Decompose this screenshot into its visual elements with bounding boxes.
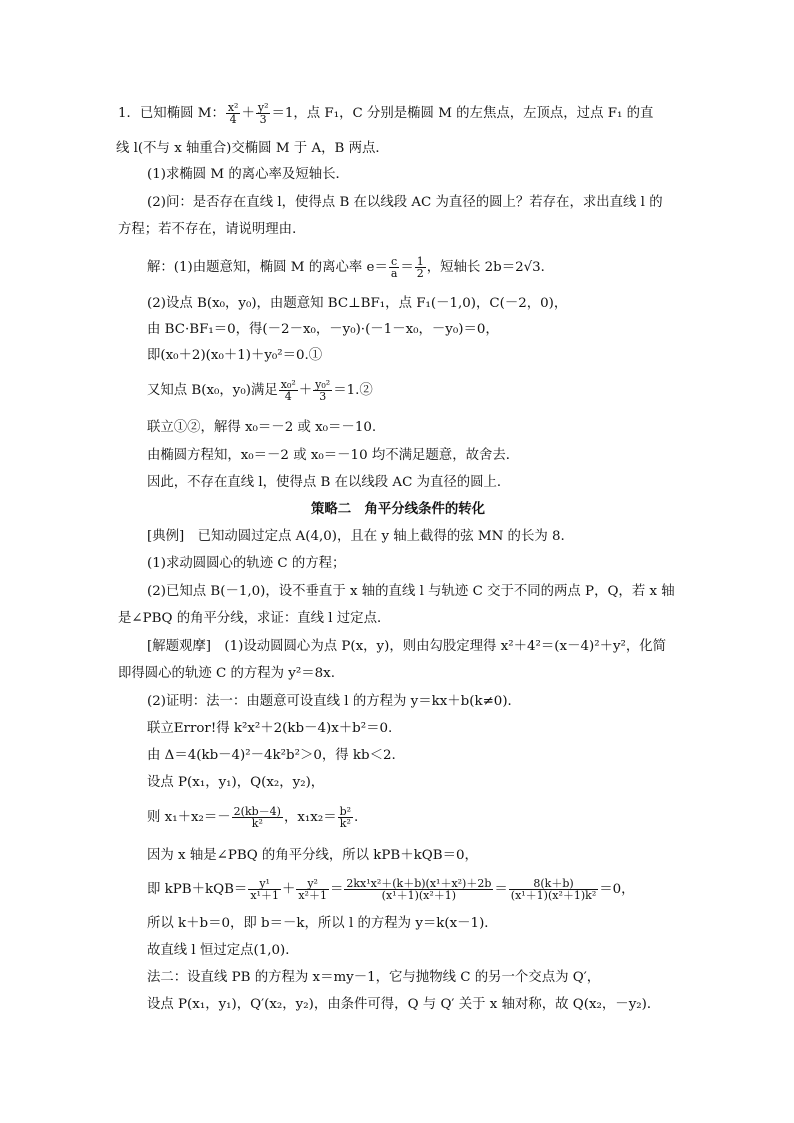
analysis-line-6: 设点 P(x₁，y₁)，Q(x₂，y₂)， — [147, 775, 325, 790]
fraction: $\frac{8(k+b)}{\text{(x¹＋1)(x²＋1)k²}}$ — [510, 877, 597, 902]
solution-line-1: 解：(1)由题意知，椭圆 M 的离心率 e＝ $\frac{c}{a}$ ＝ $\frac{1}{2}$ ，短轴长 2b＝2√3． — [147, 255, 555, 280]
question-2: (2)问：是否存在直线 l，使得点 B 在以线段 AC 为直径的圆上？若存在，求出直线 l 的 — [147, 195, 663, 210]
fraction: $\frac{\text{x₀²}}{4}$ — [280, 378, 296, 403]
problem-line-1: 1．已知椭圆 M： $\frac{\text{x²}}{4}$ ＋ $\frac{\text{y²}}{3}$ ＝1，点 F₁，C 分别是椭圆 M 的左焦点，左顶点，过点 F₁ 的直 — [118, 101, 654, 126]
problem-line-2: 线 l(不与 x 轴重合)交椭圆 M 于 A，B 两点． — [116, 141, 389, 156]
solution-line-2: (2)设点 B(x₀，y₀)，由题意知 BC⊥BF₁，点 F₁(－1,0)，C(－2，0)， — [147, 296, 568, 311]
section-heading: 策略二 角平分线条件的转化 — [310, 501, 486, 517]
solution-line-6: 联立①②，解得 x₀＝－2 或 x₀＝－10. — [147, 420, 377, 435]
fraction: $\frac{\text{2kx¹x²＋(k＋b)(x¹＋x²)＋2b}}{\text{(x¹＋1)(x²＋1)}}$ — [346, 877, 492, 902]
solution-line-8: 因此，不存在直线 l，使得点 B 在以线段 AC 为直径的圆上． — [147, 475, 511, 490]
analysis-line-5: 由 Δ＝4(kb－4)²－4k²b²＞0，得 kb＜2. — [147, 748, 396, 763]
solution-line-5: 又知点 B(x₀，y₀)满足 $\frac{\text{x₀²}}{4}$ ＋ $\frac{\text{y₀²}}{3}$ ＝1.② — [147, 378, 373, 403]
analysis-line-10: 所以 k＋b＝0，即 b＝－k，所以 l 的方程为 y＝k(x－1)． — [147, 916, 498, 931]
example-line-4: 是∠PBQ 的角平分线，求证：直线 l 过定点． — [118, 611, 391, 626]
fraction: $\frac{1}{2}$ — [416, 255, 424, 280]
analysis-line-1: [解题观摩] (1)设动圆圆心为点 P(x，y)，则由勾股定理得 x²＋4²＝(x－4)²＋y²，化简 — [147, 639, 667, 654]
analysis-line-2: 即得圆心的轨迹 C 的方程为 y²＝8x. — [118, 666, 335, 681]
analysis-line-8: 因为 x 轴是∠PBQ 的角平分线，所以 kPB＋kQB＝0， — [147, 848, 478, 863]
fraction: $\frac{\text{y¹}}{\text{x¹＋1}}$ — [250, 877, 279, 902]
question-2-cont: 方程；若不存在，请说明理由． — [118, 222, 306, 237]
solution-line-7: 由椭圆方程知，x₀＝－2 或 x₀＝－10 均不满足题意，故舍去． — [147, 448, 520, 463]
analysis-line-13: 设点 P(x₁，y₁)，Q′(x₂，y₂)，由条件可得，Q 与 Q′ 关于 x 轴对称，故 Q(x₂，－y₂)． — [147, 997, 661, 1012]
analysis-line-9: 即 kPB＋kQB＝ $\frac{\text{y¹}}{\text{x¹＋1}}$ ＋ $\frac{\text{y²}}{\text{x²＋1}}$ ＝ $\frac{\text{2kx¹x²＋(k＋b)(x¹＋x²)＋2b}}{\text{(x¹＋1)(x²＋1)}}$ ＝ $\frac{8(k+b)}{\text{(x¹＋1)(x²＋1)k²}}$ ＝0， — [147, 877, 635, 902]
fraction: $\frac{\text{y₀²}}{3}$ — [315, 378, 331, 403]
analysis-line-3: (2)证明：法一：由题意可设直线 l 的方程为 y＝kx＋b(k≠0)． — [147, 694, 521, 709]
fraction: $\frac{\text{x²}}{4}$ — [227, 101, 239, 126]
solution-line-3: 由 BC·BF₁＝0，得(－2－x₀，－y₀)·(－1－x₀，－y₀)＝0， — [147, 322, 499, 337]
analysis-line-12: 法二：设直线 PB 的方程为 x＝my－1，它与抛物线 C 的另一个交点为 Q′， — [147, 970, 601, 985]
question-1: (1)求椭圆 M 的离心率及短轴长． — [147, 167, 349, 182]
analysis-line-4: 联立Error!得 k²x²＋2(kb－4)x＋b²＝0. — [147, 721, 393, 736]
problem-text: 1．已知椭圆 M： — [118, 106, 225, 121]
analysis-line-7: 则 x₁＋x₂＝－ $\frac{2(kb-4)}{\text{k²}}$ ，x₁x₂＝ $\frac{\text{b²}}{\text{k²}}$ . — [147, 805, 359, 830]
fraction: $\frac{\text{y²}}{3}$ — [257, 101, 269, 126]
example-line-3: (2)已知点 B(－1,0)，设不垂直于 x 轴的直线 l 与轨迹 C 交于不同的两点 P，Q，若 x 轴 — [147, 584, 675, 599]
fraction: $\frac{\text{y²}}{\text{x²＋1}}$ — [298, 877, 327, 902]
fraction: $\frac{2(kb-4)}{\text{k²}}$ — [233, 805, 281, 830]
problem-text: ＝1，点 F₁，C 分别是椭圆 M 的左焦点，左顶点，过点 F₁ 的直 — [271, 106, 654, 121]
fraction: $\frac{c}{a}$ — [390, 255, 398, 280]
example-line-1: [典例] 已知动圆过定点 A(4,0)，且在 y 轴上截得的弦 MN 的长为 8. — [147, 529, 565, 544]
solution-line-4: 即(x₀＋2)(x₀＋1)＋y₀²＝0.① — [147, 348, 323, 363]
analysis-line-11: 故直线 l 恒过定点(1,0)． — [147, 943, 299, 958]
example-line-2: (1)求动圆圆心的轨迹 C 的方程； — [147, 556, 346, 571]
fraction: $\frac{\text{b²}}{\text{k²}}$ — [339, 805, 352, 830]
